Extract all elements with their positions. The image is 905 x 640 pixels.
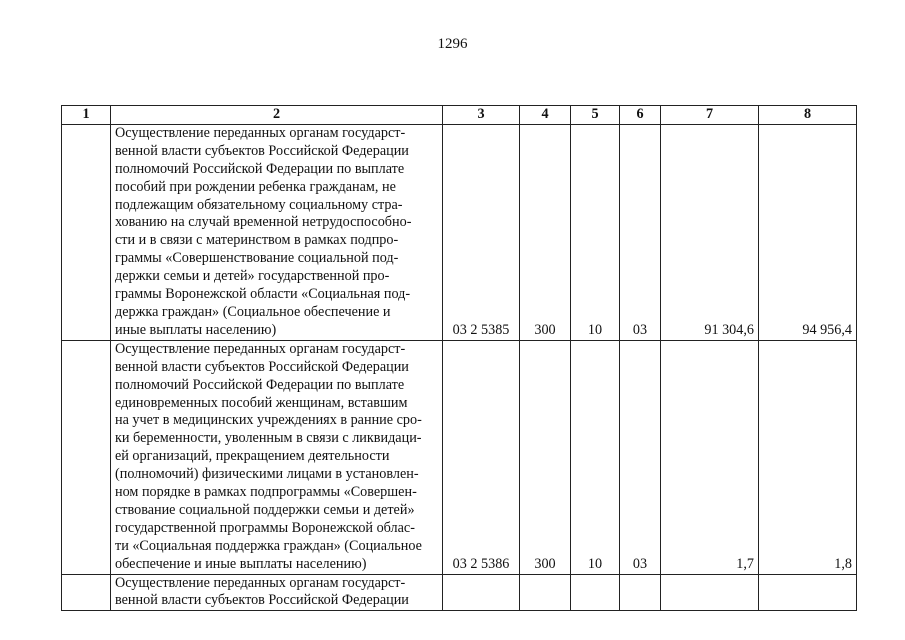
description-line: граммы «Совершенствование социальной под- xyxy=(115,250,399,267)
row-index-cell xyxy=(62,124,111,340)
description-line: государственной программы Воронежской облас- xyxy=(115,519,415,536)
target-article-cell: 03 2 5386 xyxy=(443,340,520,574)
description-line: единовременных пособий женщинам, вставшим xyxy=(115,394,408,411)
amount-cell-7: 1,7 xyxy=(661,340,759,574)
amount-cell-7 xyxy=(661,574,759,611)
table-row xyxy=(62,574,857,611)
table-row xyxy=(62,340,857,574)
description-line: ном порядке в рамках подпрограммы «Совершен- xyxy=(115,484,417,501)
target-article-cell: 03 2 5385 xyxy=(443,124,520,340)
page-number: 1296 xyxy=(437,36,468,52)
header-col-8: 8 xyxy=(759,106,857,125)
header-col-4: 4 xyxy=(520,106,571,125)
expense-type-cell xyxy=(520,574,571,611)
subsection-cell xyxy=(620,574,661,611)
description-line: на учет в медицинских учреждениях в ранние сро- xyxy=(115,412,422,429)
header-col-7: 7 xyxy=(661,106,759,125)
description-cell xyxy=(111,124,443,340)
description-line: держка граждан» (Социальное обеспечение и xyxy=(115,303,391,320)
header-col-2: 2 xyxy=(111,106,443,125)
description-line: ти «Социальная поддержка граждан» (Социальное xyxy=(115,537,422,554)
subsection-cell: 03 xyxy=(620,124,661,340)
description-line: венной власти субъектов Российской Федерации xyxy=(115,592,409,609)
amount-cell-7: 91 304,6 xyxy=(661,124,759,340)
amount-cell-8: 94 956,4 xyxy=(759,124,857,340)
description-line: (полномочий) физическими лицами в установлен- xyxy=(115,466,419,483)
description-line: венной власти субъектов Российской Федерации xyxy=(115,142,409,159)
description-line: пособий при рождении ребенка гражданам, не xyxy=(115,178,396,195)
section-cell xyxy=(571,574,620,611)
budget-table xyxy=(61,105,857,611)
header-col-5: 5 xyxy=(571,106,620,125)
header-row xyxy=(62,106,857,125)
table-row xyxy=(62,124,857,340)
subsection-cell: 03 xyxy=(620,340,661,574)
description-cell xyxy=(111,574,443,611)
description-line: полномочий Российской Федерации по выплате xyxy=(115,376,405,393)
description-line: хованию на случай временной нетрудоспособно- xyxy=(115,214,412,231)
description-line: ки беременности, уволенным в связи с ликвидаци- xyxy=(115,430,422,447)
section-cell: 10 xyxy=(571,340,620,574)
header-col-3: 3 xyxy=(443,106,520,125)
description-line: держки семьи и детей» государственной про- xyxy=(115,268,390,285)
description-line: ствование социальной поддержки семьи и детей» xyxy=(115,501,415,518)
description-line: сти и в связи с материнством в рамках подпро- xyxy=(115,232,399,249)
target-article-cell xyxy=(443,574,520,611)
row-index-cell xyxy=(62,574,111,611)
expense-type-cell: 300 xyxy=(520,340,571,574)
description-line: ей организаций, прекращением деятельности xyxy=(115,448,390,465)
section-cell: 10 xyxy=(571,124,620,340)
description-line: Осуществление переданных органам государст- xyxy=(115,574,406,591)
header-col-1: 1 xyxy=(62,106,111,125)
description-line: подлежащим обязательному социальному стра- xyxy=(115,196,403,213)
expense-type-cell: 300 xyxy=(520,124,571,340)
description-line: полномочий Российской Федерации по выплате xyxy=(115,160,405,177)
description-line: граммы Воронежской области «Социальная под- xyxy=(115,286,411,303)
row-index-cell xyxy=(62,340,111,574)
description-line: Осуществление переданных органам государст- xyxy=(115,340,406,357)
description-line: венной власти субъектов Российской Федерации xyxy=(115,358,409,375)
description-cell xyxy=(111,340,443,574)
description-line: иные выплаты населению) xyxy=(115,321,277,338)
description-line: обеспечение и иные выплаты населению) xyxy=(115,555,367,572)
amount-cell-8: 1,8 xyxy=(759,340,857,574)
amount-cell-8 xyxy=(759,574,857,611)
header-col-6: 6 xyxy=(620,106,661,125)
description-line: Осуществление переданных органам государст- xyxy=(115,124,406,141)
